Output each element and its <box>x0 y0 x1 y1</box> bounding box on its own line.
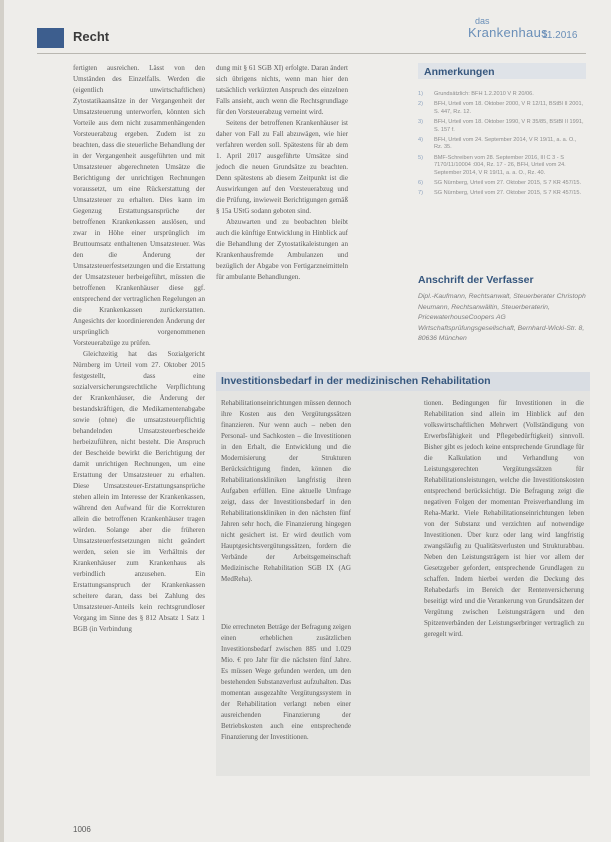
note-number: 7) <box>418 190 423 197</box>
note-number: 1) <box>418 91 423 97</box>
note-text: BFH, Urteil vom 18. Oktober 2000, V R 12/11, BStBl II 2001, S. 447, Rz. 12. <box>434 101 584 115</box>
note-item <box>418 119 586 134</box>
note-text: SG Nürnberg, Urteil vom 27. Oktober 2015, S 7 KR 457/15. <box>434 190 582 197</box>
article-column-2 <box>216 63 348 283</box>
note-number: 4) <box>418 137 423 144</box>
info-box-title: Investitionsbedarf in der medizinischen Rehabilitation <box>221 375 491 387</box>
notes-title: Anmerkungen <box>424 66 495 78</box>
info-box-column-3 <box>424 398 584 640</box>
body-paragraph: fertigten ausreichen. Lässt von den Umständen des Einzelfalls. Werden die (eigentlich unwirtschaftlichen) Zytostatikaansätze in der Vergangenheit der Umsatzsteuerung unterworfen, könnten sich Vorteile aus dem nicht zusammenhängenden Vorsteuerabzug ergeben. Zudem ist zu beachten, dass die steuerliche Behandlung der in der Vergangenheit ausgeführten und mit Umsatzsteuer abgerechneten Umsätze die Berichtigung der unrichtigen Rechnungen voraussetzt, um eine Rückerstattung der Umsatzsteuer zu erhalten. Dies kann im Gegenzug Erstattungsansprüche der betroffenen Krankenkassen auslösen, und zwar in Höhe einer ursprünglich im Bruttoumsatz enthaltenen Umsatzsteuer. Was den die Änderung der Umsatzsteuerfestsetzungen und die Erstattung der Umsatzsteuer herbeigeführt, müssten die betroffenen Krankenhäuser diese ggf. entsprechend der vertraglichen Regelungen an die Krankenkassen zurückerstatten. Angesichts der koordinierenden Änderung der ursprünglich vorgenommenen Vorsteuerabzüge zu prüfen. <box>73 64 205 347</box>
issue-number: 11.2016 <box>542 30 578 41</box>
author-address: Dipl.-Kaufmann, Rechtsanwalt, Steuerberater Christoph Neumann, Rechtsanwältin, Steuerberaterin, PricewaterhouseCoopers AG Wirtschaftsprüfungsgesellschaft, Bernhard-Wicki-Str. 8, 80636 München <box>418 293 586 343</box>
info-box-column-2 <box>221 622 351 743</box>
note-number: 3) <box>418 119 423 126</box>
box-paragraph: tionen. Bedingungen für Investitionen in die Rehabilitation sind allein im Hinblick auf den volkswirtschaftlichen Mehrwert (Vollständigung von Erwerbsfähigkeit und Pflegebedürftigkeit) sinnvoll. Bisher gibt es jedoch keine entsprechende Grundlage für die Kalkulation und Verhandlung von Leistungsgerechten Vergütungssätzen für Rehabilitationsleistungen, welche die Investitionskosten entsprechend berücksichtigt. Die Befragung zeigt die negativen Folgen der momentan Preisverhandlung im Reha-Markt. Viele Rehabilitationseinrichtungen leben von der Substanz und verzichten auf notwendige Investitionen. Über kurz oder lang wird langfristig zwangsläufig zu Qualitätsverlusten und Strukturabbau. Neben den Leistungsträgern ist hier vor allem der Gesetzgeber gefordert, entsprechende Grundlagen zu schaffen. Indem hierbei werden die Deckung des Rehabedarfs im Bereich der Rentenversicherung beseitigt wird und die Verankerung von Grundsätzen der Vergütung zwischen Leistungsträgern und den Spitzenverbänden der Leistungserbringer vertraglich zu geregelt wird. <box>424 399 584 638</box>
magazine-logo <box>468 17 548 40</box>
note-text: SG Nürnberg, Urteil vom 27. Oktober 2015, S 7 KR 457/15. <box>434 180 582 187</box>
note-item <box>418 190 586 197</box>
note-number: 2) <box>418 101 423 108</box>
binding-edge <box>0 0 4 842</box>
body-paragraph: Abzuwarten und zu beobachten bleibt auch die künftige Entwicklung in Hinblick auf die Behandlung der Zytostatikaleistungen an Krankenhausfremde Ambulanzen und bezüglich der Abgabe von Fertigarzneimitteln für ambulante Behandlungen. <box>216 218 348 281</box>
page-number: 1006 <box>73 825 91 834</box>
logo-article: das <box>475 16 490 26</box>
box-paragraph: Rehabilitationseinrichtungen müssen dennoch ihre Kosten aus den Vergütungssätzen finanzieren. Nur wenn auch – neben den Personal- und Sachkosten – die Investitionen in den Erhalt, die Entwicklung und die Modernisierung der Strukturen Berücksichtigung finden, können die Rehabilitationskliniken langfristig ihren Aufgaben erfüllen. Eine aktuelle Umfrage zeigt, dass der Investitionsbedarf in den Rehabilitationskliniken in den nächsten fünf Jahren sehr hoch, die Finanzierung hingegen nicht gesichert ist. Er wird deutlich vom Hauptgesichtsvergütungssätzen, fordern die Verbände der Arbeitsgemeinschaft Medizinische Rehabilitation SGB IX (AG MedReha). <box>221 399 351 583</box>
note-text: BFH, Urteil vom 18. Oktober 1990, V R 35/85, BStBl II 1991, S. 157 f. <box>434 119 584 133</box>
box-paragraph: Die errechneten Beträge der Befragung zeigen einen erheblichen zusätzlichen Investitionsbedarf zwischen 885 und 1.029 Mio. € pro Jahr für die nächsten fünf Jahre. Es müssen Wege gefunden werden, um den bestehenden Substanzverlust aufzuhalten. Das momentan ausgezahlte Vergütungssystem in der Rehabilitation verlangt neben einer ausreichenden Finanzierung der Betriebskosten auch eine entsprechende Finanzierung der Investitionen. <box>221 623 352 741</box>
note-item <box>418 137 586 152</box>
note-number: 5) <box>418 154 423 161</box>
header-rule <box>37 53 586 54</box>
body-paragraph: Gleichzeitig hat das Sozialgericht Nürnberg im Urteil vom 27. Oktober 2015 festgestellt, dass eine sozialversicherungsrechtliche Verpflichtung der Krankenhäuser, die Änderung der bestandskräftigen, die Medikamentenabgabe sowie (ohne) die umsatzsteuerpflichtig behandelnden Umsatzsteuerbescheide herbeizuführen, nicht besteht. Die Anspruch der Bescheide bewirkt die Berichtigung der damit unrichtigen Rechnungen, um eine Erstattung der Umsatzsteuer zu erhalten. Diese Umsatzsteuer-Erstattungsansprüche stehen allein im Interesse der Krankenkassen, während den Aufwand für die Korrekturen allein die betroffenen Krankenhäuser tragen würden. Solange aber die früheren Umsatzsteuerfestsetzungen nicht geändert werden, seien sie im Verhältnis der Krankenhäuser zum Krankenhaus als verbindlich anzusehen. Ein Erstattungsanspruch der Krankenkassen scheitere daran, dass bei Zahlung des Umsatzsteuer-Anteils kein rechtsgrundloser Vorgang im Sinne des § 812 Absatz 1 Satz 1 BGB (in Verbindung <box>73 350 205 633</box>
body-paragraph: Seitens der betroffenen Krankenhäuser ist daher von Fall zu Fall abzuwägen, wie hier verfahren werden soll. Spätestens für ab dem 1. April 2017 ausgeführte Umsätze sind jedoch die neuen Grundsätze zu beachten. Denn spätestens ab diesem Zeitpunkt ist die Auswirkungen auf den Vorsteuerabzug und die Prüfung, inwieweit Berichtigungen gemäß § 15a UStG sodann geboten sind. <box>216 119 348 215</box>
note-text: BFH, Urteil vom 24. September 2014, V R 19/11, a. a. O., Rz. 35. <box>434 137 577 151</box>
note-item <box>418 180 586 187</box>
note-text: Grundsätzlich: BFH 1.2.2010 V R 20/06. <box>434 91 534 97</box>
note-item <box>418 101 586 116</box>
note-text: BMF-Schreiben vom 28. September 2016, III C 3 - S 7170/11/10004 :004, Rz. 17 - 26, BFH, Urteil vom 24. September 2014, V R 19/11, a. a. O., Rz. 40. <box>434 154 566 176</box>
note-item <box>418 91 586 98</box>
section-title: Recht <box>73 29 110 44</box>
notes-list <box>418 91 586 201</box>
logo-name: Krankenhaus <box>468 25 548 40</box>
author-address-title: Anschrift der Verfasser <box>418 274 534 286</box>
article-column-1 <box>73 63 205 635</box>
info-box-column-1 <box>221 398 351 585</box>
note-item <box>418 155 586 177</box>
section-marker <box>37 28 64 48</box>
body-paragraph: dung mit § 61 SGB XI) erfolgte. Daran ändert sich übrigens nichts, wenn man hier den tatsächlich verkürzten Anspruch des einzelnen Falls ansieht, auch wenn die Rechtsgrundlage für den Vorsteuerabzug verneint wird. <box>216 64 348 116</box>
note-number: 6) <box>418 180 423 187</box>
